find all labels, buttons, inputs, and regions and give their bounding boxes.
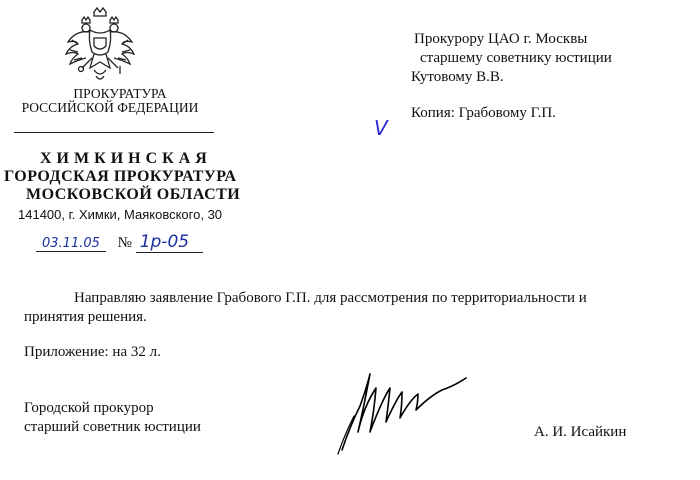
double-headed-eagle-emblem-icon xyxy=(64,6,136,86)
registration-date: 03.11.05 xyxy=(36,236,106,252)
office-name-line3: МОСКОВСКОЙ ОБЛАСТИ xyxy=(26,186,241,203)
signer-name: А. И. Исайкин xyxy=(534,424,627,440)
office-name-line2: ГОРОДСКАЯ ПРОКУРАТУРА xyxy=(4,168,237,185)
attachment-note: Приложение: на 32 л. xyxy=(24,344,161,360)
signer-position-line1: Городской прокурор xyxy=(24,400,154,416)
office-address: 141400, г. Химки, Маяковского, 30 xyxy=(18,207,223,222)
copy-recipient: Копия: Грабовому Г.П. xyxy=(411,105,556,121)
recipient-line1: Прокурору ЦАО г. Москвы xyxy=(414,31,588,47)
recipient-line2: старшему советнику юстиции xyxy=(420,50,612,66)
signer-position-line2: старший советник юстиции xyxy=(24,419,201,435)
office-name-line1: ХИМКИНСКАЯ xyxy=(40,150,212,167)
registration-number-sign: № xyxy=(117,235,132,251)
recipient-line3: Кутовому В.В. xyxy=(411,69,504,85)
registration-number: 1р-05 xyxy=(136,232,203,253)
org-federation: РОССИЙСКОЙ ФЕДЕРАЦИИ xyxy=(21,100,199,115)
registration-line xyxy=(36,232,203,252)
body-paragraph-line1: Направляю заявление Грабового Г.П. для рассмотрения по территориальности и xyxy=(74,290,587,306)
body-paragraph-line2: принятия решения. xyxy=(24,309,147,325)
check-mark: V xyxy=(374,116,388,140)
letterhead-divider xyxy=(14,132,214,133)
handwritten-signature-icon xyxy=(330,366,480,456)
org-prokuratura: ПРОКУРАТУРА xyxy=(73,86,167,101)
